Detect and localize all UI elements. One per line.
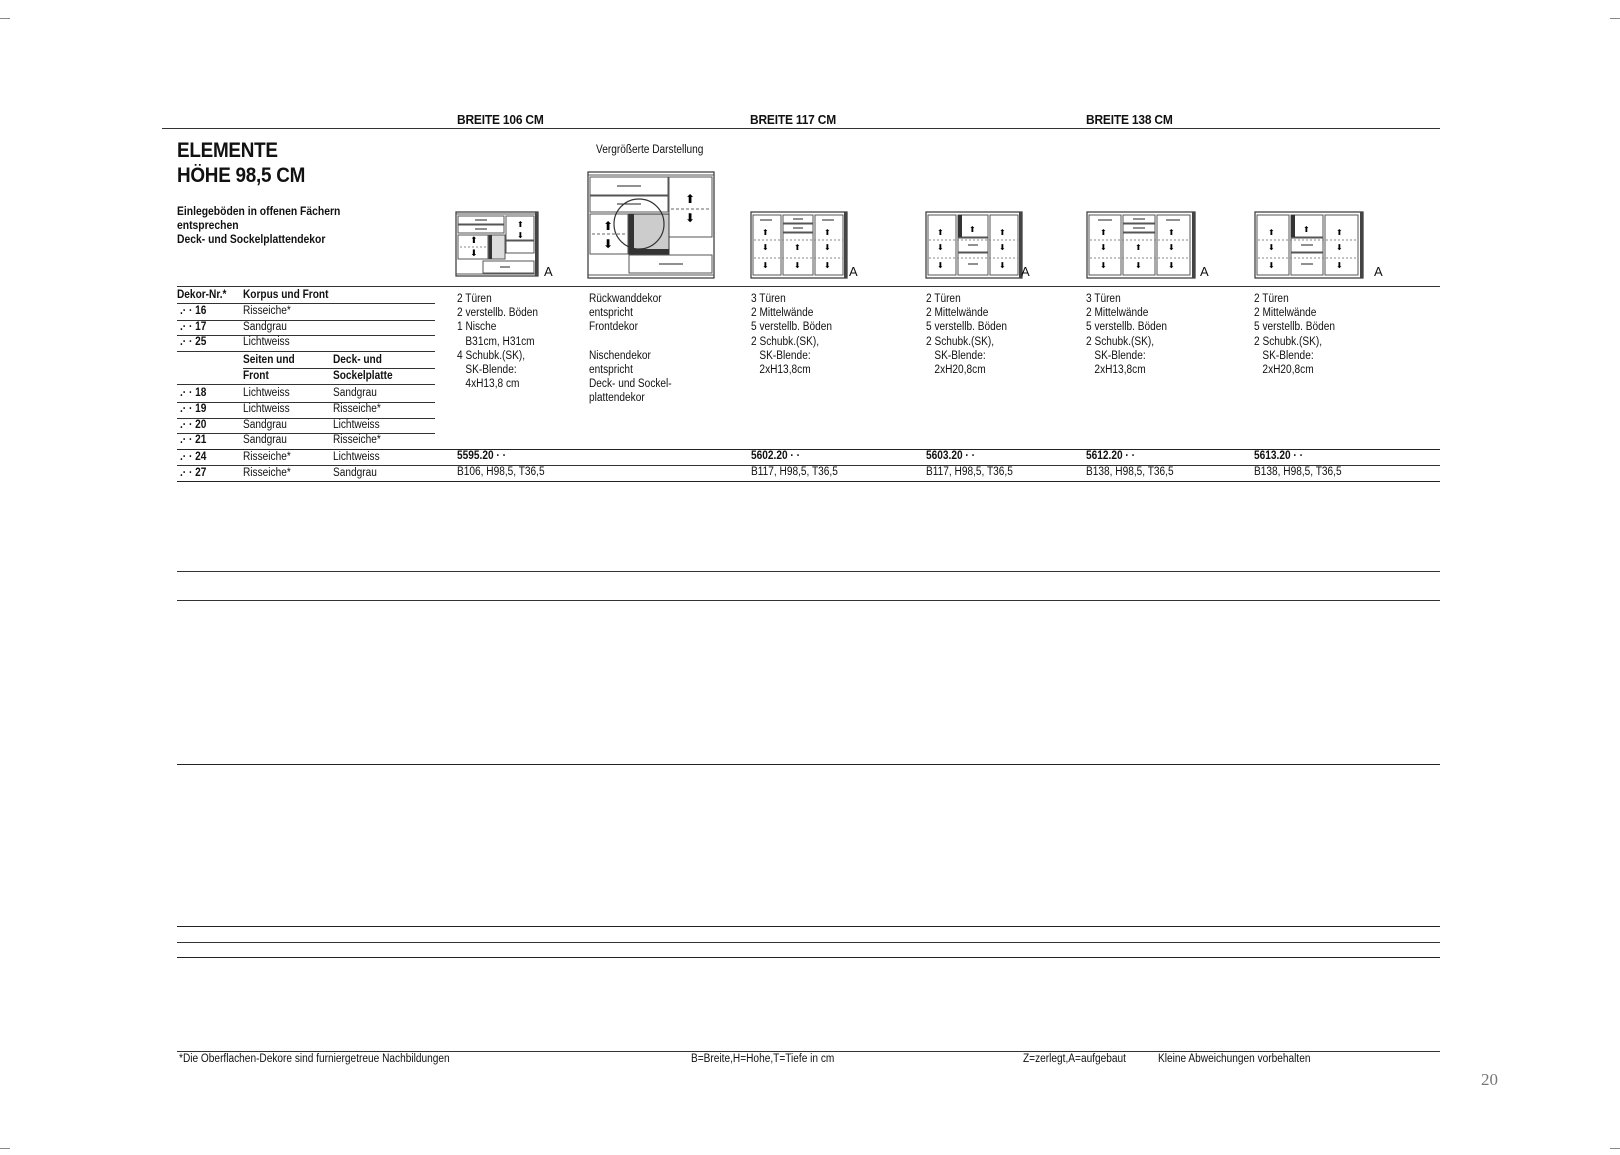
table-top-rule — [177, 286, 1440, 287]
column-header-138: BREITE 138 CM — [1086, 112, 1173, 127]
assembly-mark-1: A — [544, 264, 553, 279]
decor-deck: Sandgrau — [333, 467, 377, 479]
footer-legend-dimensions: B=Breite,H=Hohe,T=Tiefe in cm — [691, 1053, 835, 1065]
decor-deck: Lichtweiss — [333, 451, 380, 463]
product-description: 2 Türen 2 Mittelwände 5 verstellb. Böden 2 Schubk.(SK), SK-Blende: 2xH20,8cm — [1254, 293, 1336, 377]
svg-text:⬇: ⬇ — [1268, 261, 1275, 270]
cabinet-5595-illustration — [455, 210, 541, 280]
product-description: 2 Türen 2 Mittelwände 5 verstellb. Böden 2 Schubk.(SK), SK-Blende: 2xH20,8cm — [926, 293, 1008, 377]
decor-nr: .· · 20 — [180, 419, 207, 431]
svg-text:⬆: ⬆ — [999, 228, 1006, 237]
article-number: 5612.20 · · — [1086, 450, 1135, 462]
decor-header-korpus: Korpus und Front — [243, 289, 329, 301]
svg-text:⬆: ⬆ — [603, 219, 614, 233]
svg-text:⬇: ⬇ — [1100, 243, 1107, 252]
svg-text:⬇: ⬇ — [1336, 243, 1343, 252]
column-header-106: BREITE 106 CM — [457, 112, 544, 127]
product-description: 2 Türen 2 verstellb. Böden 1 Nische B31cm, H31cm 4 Schubk.(SK), SK-Blende: 4xH13,8 cm — [457, 293, 539, 391]
svg-text:⬇: ⬇ — [794, 261, 801, 270]
decor-subheader-deck-2: Sockelplatte — [333, 370, 393, 382]
decor-nr: .· · 21 — [180, 434, 207, 446]
svg-text:⬆: ⬆ — [685, 192, 696, 206]
product-description: 3 Türen 2 Mittelwände 5 verstellb. Böden 2 Schubk.(SK), SK-Blende: 2xH13,8cm — [751, 293, 833, 377]
detail-description: Rückwanddekor entspricht Frontdekor Nischendekor entspricht Deck- und Sockel- plattendekor — [589, 293, 672, 405]
crop-mark-top-left — [0, 18, 10, 19]
decor-row-rule — [177, 402, 435, 403]
svg-text:⬆: ⬆ — [1135, 243, 1142, 252]
decor-front: Sandgrau — [243, 434, 287, 446]
section-rule — [177, 571, 1440, 572]
note-line-2: entsprechen — [177, 220, 239, 232]
decor-front: Risseiche* — [243, 467, 291, 479]
dimensions: B106, H98,5, T36,5 — [457, 466, 545, 478]
decor-row-rule — [177, 335, 435, 336]
assembly-mark-5: A — [1374, 264, 1383, 279]
decor-row-rule — [177, 433, 435, 434]
dimensions: B117, H98,5, T36,5 — [751, 466, 838, 478]
decor-nr: .· · 27 — [180, 467, 207, 479]
decor-deck: Risseiche* — [333, 403, 381, 415]
svg-text:⬇: ⬇ — [762, 243, 769, 252]
svg-text:⬆: ⬆ — [470, 235, 478, 245]
svg-text:⬇: ⬇ — [1100, 261, 1107, 270]
svg-text:⬇: ⬇ — [937, 243, 944, 252]
note-line-1: Einlegeböden in offenen Fächern — [177, 206, 341, 218]
cabinet-5603-illustration — [925, 210, 1025, 282]
section-subtitle: HÖHE 98,5 CM — [177, 164, 306, 187]
crop-mark-bottom-right — [1610, 1148, 1620, 1149]
decor-header-nr: Dekor-Nr.* — [177, 289, 227, 301]
svg-text:⬇: ⬇ — [517, 231, 524, 240]
section-rule — [177, 942, 1440, 943]
svg-text:⬇: ⬇ — [999, 261, 1006, 270]
svg-text:⬇: ⬇ — [470, 248, 478, 258]
assembly-mark-2: A — [849, 264, 858, 279]
decor-korpus: Sandgrau — [243, 321, 287, 333]
enlarged-detail-illustration — [587, 159, 717, 284]
svg-text:⬇: ⬇ — [1135, 261, 1142, 270]
section-rule — [177, 600, 1440, 601]
decor-subheader-bottom-rule — [177, 384, 435, 385]
svg-text:⬆: ⬆ — [1303, 225, 1310, 234]
article-number: 5613.20 · · — [1254, 450, 1303, 462]
decor-deck: Lichtweiss — [333, 419, 380, 431]
svg-text:⬇: ⬇ — [824, 243, 831, 252]
decor-row-rule — [177, 418, 435, 419]
decor-nr: .· · 24 — [180, 451, 207, 463]
article-number: 5602.20 · · — [751, 450, 800, 462]
decor-nr: .· · 25 — [180, 336, 207, 348]
page-number: 20 — [1481, 1070, 1498, 1089]
footer-legend-assembly: Z=zerlegt,A=aufgebaut — [1023, 1053, 1126, 1065]
footer-note: *Die Oberflachen-Dekore sind furniergetreue Nachbildungen — [179, 1053, 450, 1065]
svg-text:⬆: ⬆ — [969, 225, 976, 234]
svg-text:⬇: ⬇ — [762, 261, 769, 270]
article-number: 5603.20 · · — [926, 450, 975, 462]
svg-text:⬆: ⬆ — [762, 228, 769, 237]
article-number: 5595.20 · · — [457, 450, 506, 462]
svg-text:⬆: ⬆ — [1168, 228, 1175, 237]
svg-text:⬇: ⬇ — [685, 211, 696, 225]
decor-front: Lichtweiss — [243, 403, 290, 415]
decor-nr: .· · 19 — [180, 403, 207, 415]
section-rule — [177, 926, 1440, 927]
decor-row-rule — [177, 320, 435, 321]
dimensions: B138, H98,5, T36,5 — [1254, 466, 1342, 478]
cabinet-5613-illustration — [1254, 210, 1366, 282]
svg-text:⬆: ⬆ — [1268, 228, 1275, 237]
svg-text:⬇: ⬇ — [937, 261, 944, 270]
product-description: 3 Türen 2 Mittelwände 5 verstellb. Böden 2 Schubk.(SK), SK-Blende: 2xH13,8cm — [1086, 293, 1168, 377]
svg-text:⬇: ⬇ — [1168, 261, 1175, 270]
decor-row-rule — [177, 351, 435, 352]
decor-header-rule — [177, 303, 435, 304]
svg-text:⬇: ⬇ — [603, 237, 614, 251]
table-bottom-rule — [177, 481, 1440, 482]
svg-text:⬇: ⬇ — [1336, 261, 1343, 270]
decor-nr: .· · 17 — [180, 321, 207, 333]
decor-nr: .· · 16 — [180, 305, 207, 317]
cabinet-5612-illustration — [1086, 210, 1198, 282]
decor-deck: Sandgrau — [333, 387, 377, 399]
section-title: ELEMENTE — [177, 139, 278, 162]
svg-text:⬇: ⬇ — [1268, 243, 1275, 252]
svg-text:⬆: ⬆ — [1100, 228, 1107, 237]
decor-nr: .· · 18 — [180, 387, 207, 399]
decor-deck: Risseiche* — [333, 434, 381, 446]
decor-front: Lichtweiss — [243, 387, 290, 399]
decor-subheader-front-1: Seiten und — [243, 354, 295, 366]
svg-text:⬆: ⬆ — [517, 220, 524, 229]
svg-text:⬆: ⬆ — [794, 243, 801, 252]
svg-text:⬆: ⬆ — [824, 228, 831, 237]
crop-mark-bottom-left — [0, 1148, 10, 1149]
column-header-117: BREITE 117 CM — [750, 112, 837, 127]
decor-front: Sandgrau — [243, 419, 287, 431]
section-rule — [177, 764, 1440, 765]
assembly-mark-4: A — [1200, 264, 1209, 279]
svg-text:⬇: ⬇ — [824, 261, 831, 270]
cabinet-5602-illustration — [750, 210, 850, 282]
detail-view-label: Vergrößerte Darstellung — [596, 144, 704, 156]
footer-rule — [177, 1051, 1440, 1052]
header-rule — [162, 128, 1440, 129]
svg-text:⬆: ⬆ — [1336, 228, 1343, 237]
decor-korpus: Risseiche* — [243, 305, 291, 317]
decor-subheader-deck-1: Deck- und — [333, 354, 382, 366]
svg-text:⬆: ⬆ — [937, 228, 944, 237]
decor-front: Risseiche* — [243, 451, 291, 463]
note-line-3: Deck- und Sockelplattendekor — [177, 234, 326, 246]
crop-mark-top-right — [1610, 18, 1620, 19]
dimensions: B138, H98,5, T36,5 — [1086, 466, 1174, 478]
svg-text:⬇: ⬇ — [1168, 243, 1175, 252]
footer-disclaimer: Kleine Abweichungen vorbehalten — [1158, 1053, 1311, 1065]
assembly-mark-3: A — [1021, 264, 1030, 279]
decor-korpus: Lichtweiss — [243, 336, 290, 348]
decor-subheader-front-2: Front — [243, 370, 269, 382]
svg-text:⬇: ⬇ — [999, 243, 1006, 252]
section-rule — [177, 957, 1440, 958]
dimensions: B117, H98,5, T36,5 — [926, 466, 1013, 478]
